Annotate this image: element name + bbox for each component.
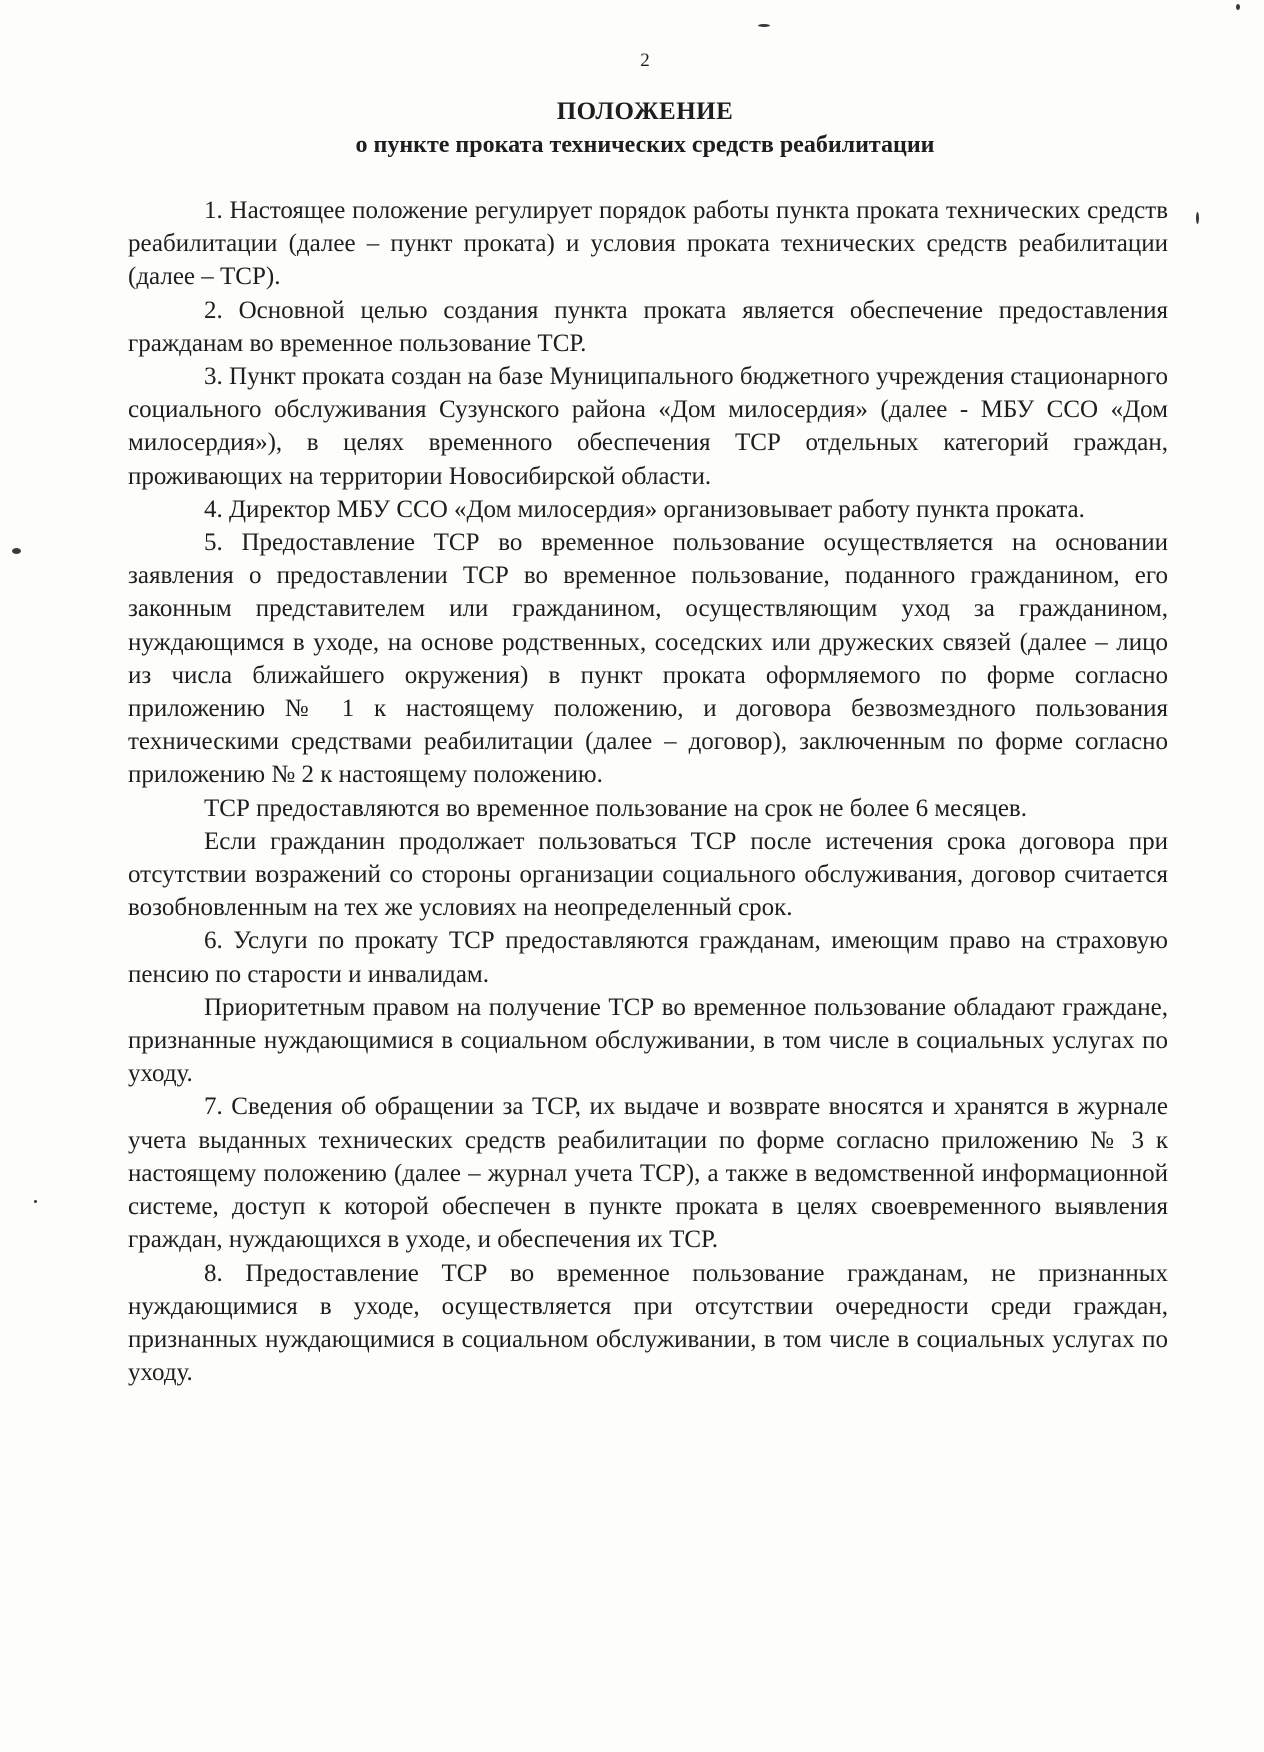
paragraph-1: 1. Настоящее положение регулирует порядок работы пункта проката технических средств реабилитации (далее – пункт проката) и условия проката технических средств реабилитации (далее – ТСР). (128, 197, 1168, 291)
scan-speck (758, 24, 770, 27)
scan-speck (1196, 212, 1199, 224)
paragraph-5-term: ТСР предоставляются во временное пользование на срок не более 6 месяцев. (204, 794, 1027, 822)
document-subtitle: о пункте проката технических средств реабилитации (355, 132, 935, 158)
paragraph-6-priority: Приоритетным правом на получение ТСР во временное пользование обладают граждане, признанные нуждающимися в социальном обслуживании, в том числе в социальных услугах по уходу. (128, 993, 1168, 1088)
paragraph-2: 2. Основной целью создания пункта проката является обеспечение предоставления гражданам во временное пользование ТСР. (128, 296, 1168, 357)
paragraph-3: 3. Пункт проката создан на базе Муниципального бюджетного учреждения стационарного социального обслуживания Сузунского района «Дом милосердия» (далее - МБУ ССО «Дом милосердия»), в целях временного обеспечения ТСР отдельных категорий граждан, проживающих на территории Новосибирской области. (128, 363, 1168, 490)
paragraph-5-renewal: Если гражданин продолжает пользоваться ТСР после истечения срока договора при отсутствии возражений со стороны организации социального обслуживания, договор считается возобновленным на тех же условиях на неопределенный срок. (128, 827, 1168, 922)
scan-speck (34, 1200, 37, 1203)
paragraph-5: 5. Предоставление ТСР во временное пользование осуществляется на основании заявления о предоставлении ТСР во временное пользование, поданного гражданином, его законным представителем или гражданином, осуществляющим уход за гражданином, нуждающимся в уходе, на основе родственных, соседских или дружеских связей (далее – лицо из числа ближайшего окружения) в пункт проката оформляемого по форме согласно приложению № 1 к настоящему положению, и договора безвозмездного пользования техническими средствами реабилитации (далее – договор), заключенным по форме согласно приложению № 2 к настоящему положению. (128, 529, 1168, 789)
paragraph-8: 8. Предоставление ТСР во временное пользование гражданам, не признанных нуждающимися в уходе, осуществляется при отсутствии очередности среди граждан, признанных нуждающимися в социальном обслуживании, в том числе в социальных услугах по уходу. (128, 1259, 1168, 1387)
scan-speck (12, 548, 21, 554)
scan-speck (1236, 4, 1240, 10)
document-body (128, 194, 1168, 1389)
document-title: ПОЛОЖЕНИЕ (556, 98, 734, 125)
paragraph-7: 7. Сведения об обращении за ТСР, их выдаче и возврате вносятся и хранятся в журнале учета выданных технических средств реабилитации по форме согласно приложению № 3 к настоящему положению (далее – журнал учета ТСР), а также в ведомственной информационной системе, доступ к которой обеспечен в пункте проката в целях своевременного выявления граждан, нуждающихся в уходе, и обеспечения их ТСР. (128, 1093, 1168, 1254)
paragraph-4: 4. Директор МБУ ССО «Дом милосердия» организовывает работу пункта проката. (204, 495, 1085, 523)
paragraph-6: 6. Услуги по прокату ТСР предоставляются гражданам, имеющим право на страховую пенсию по старости и инвалидам. (128, 927, 1168, 988)
page-number: 2 (640, 50, 650, 71)
